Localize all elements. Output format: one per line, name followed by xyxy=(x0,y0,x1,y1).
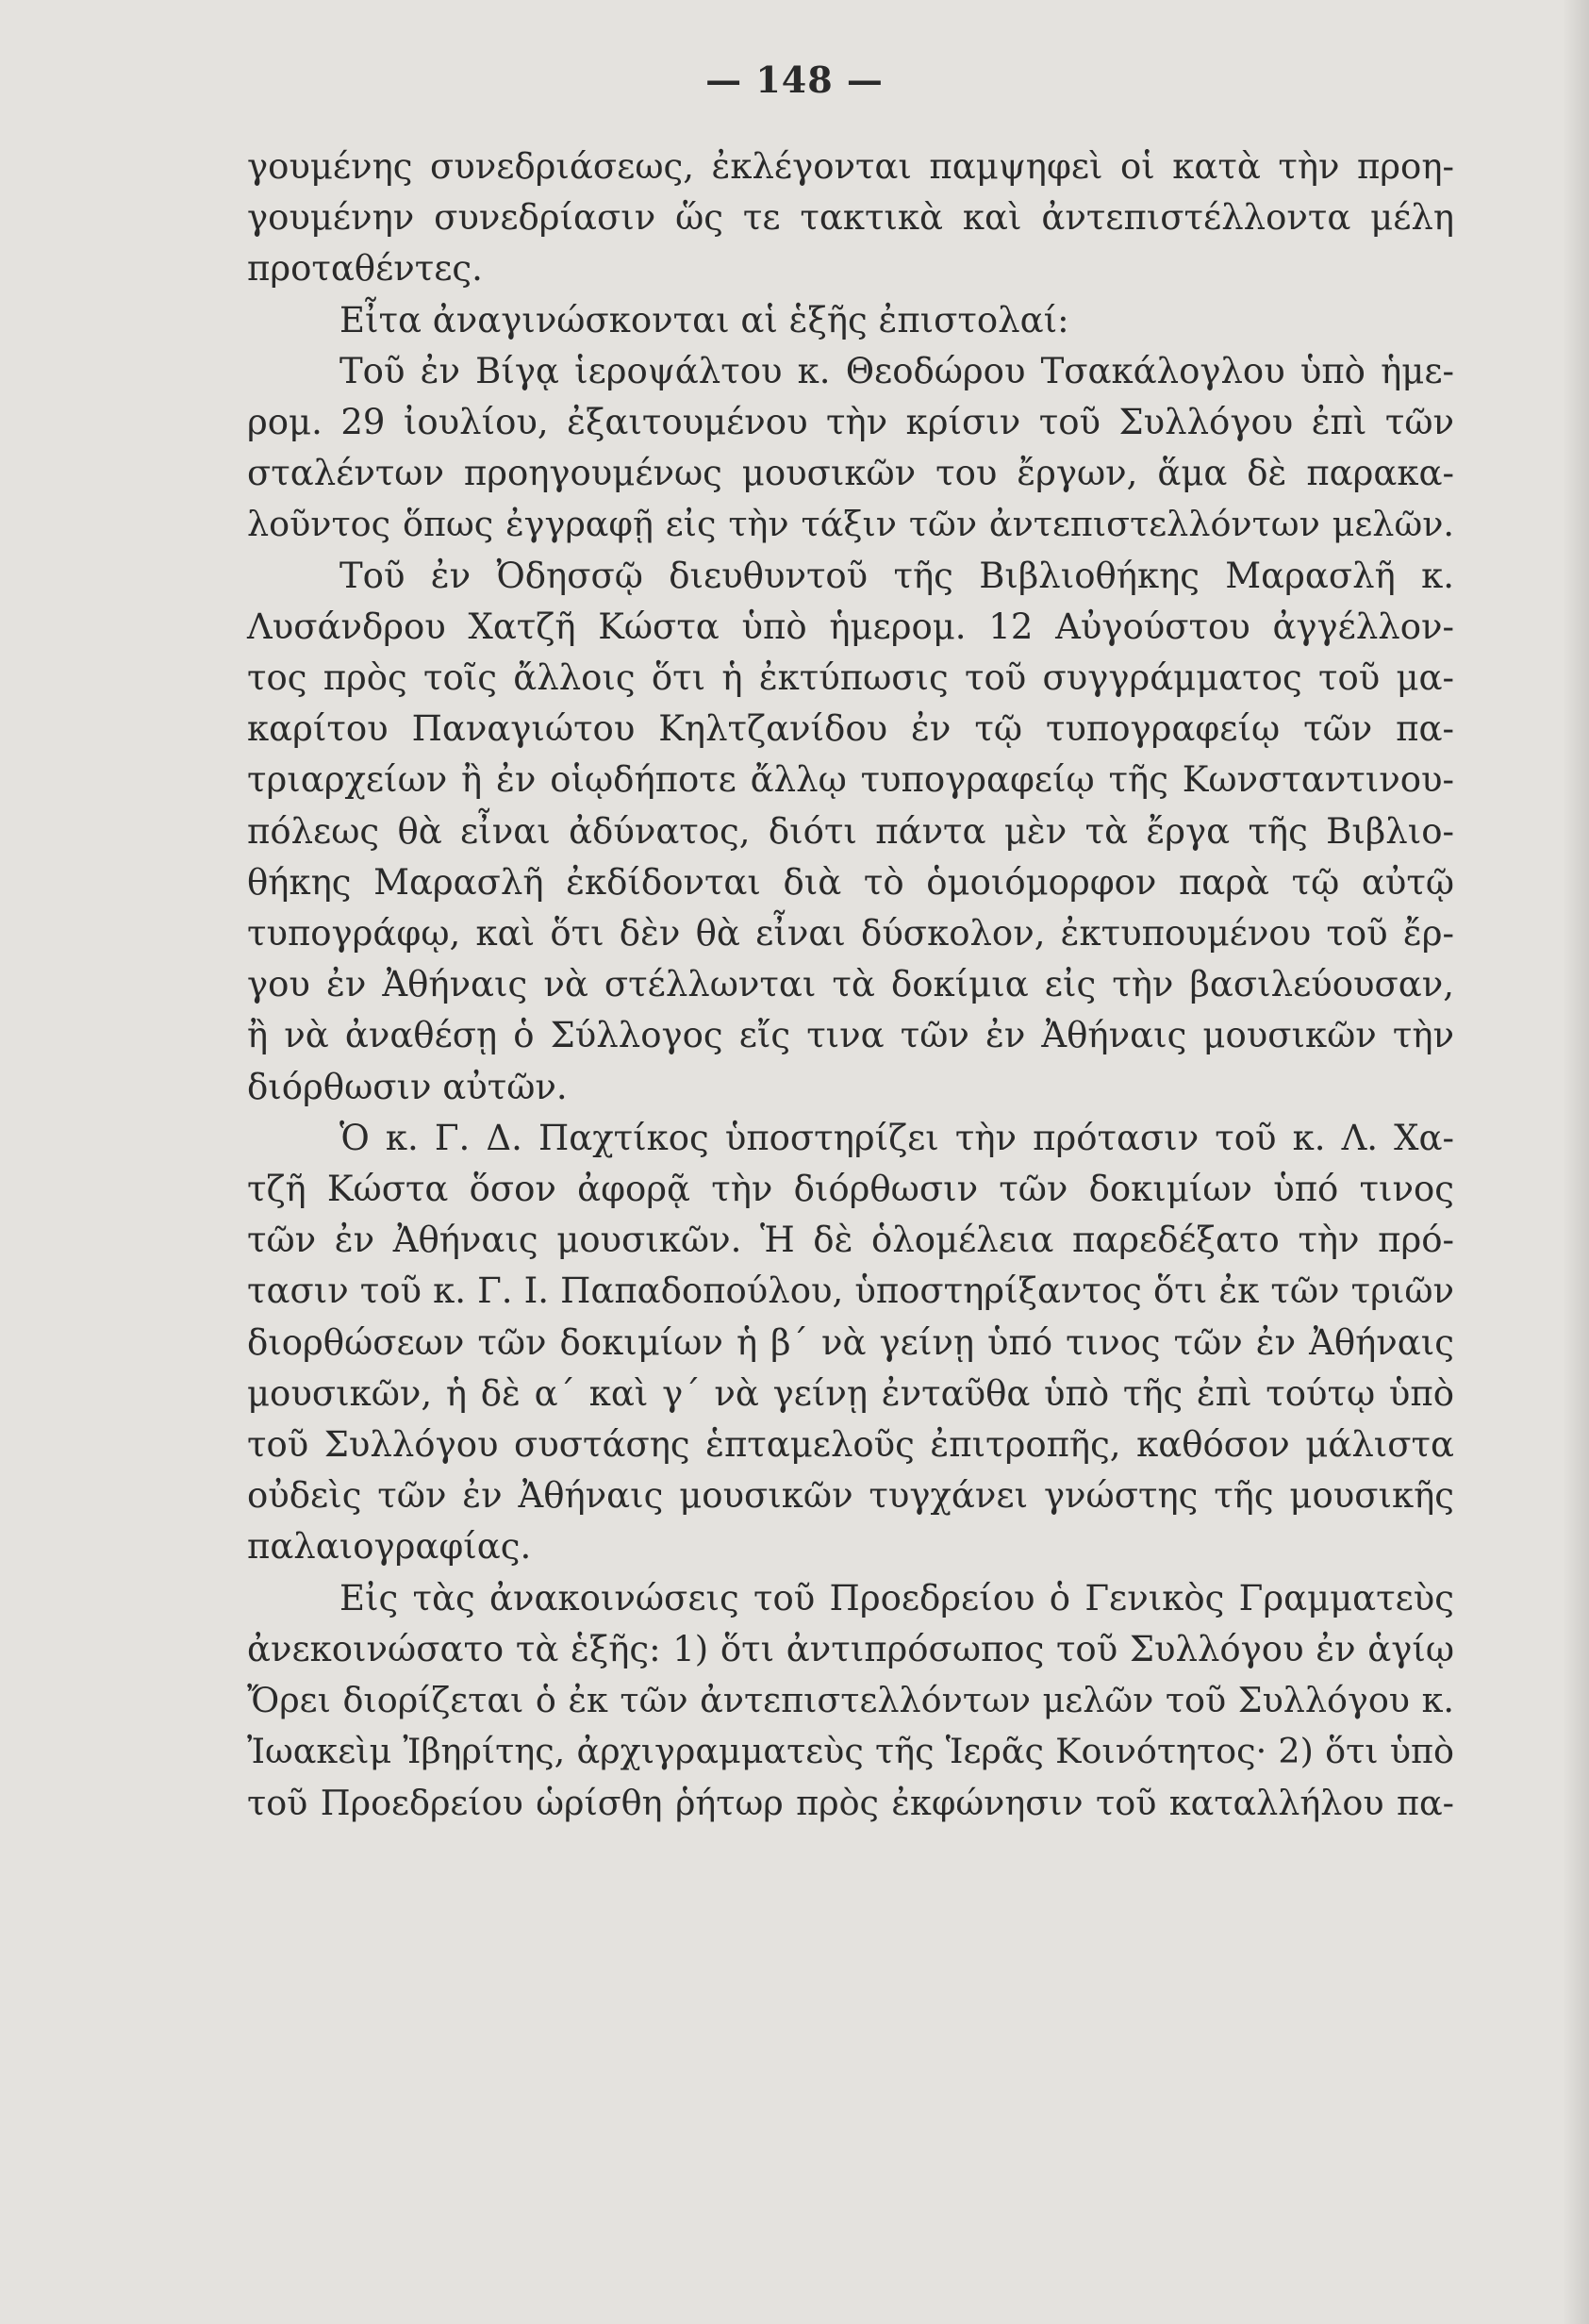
text-line: τοῦ Προεδρείου ὡρίσθη ῥήτωρ πρὸς ἐκφώνησιν τοῦ καταλλήλου πα- xyxy=(247,1782,1454,1823)
text-line: πόλεως θὰ εἶναι ἀδύνατος, διότι πάντα μὲν τὰ ἔργα τῆς Βιβλιο- xyxy=(247,810,1454,852)
text-line: ἢ νὰ ἀναθέσῃ ὁ Σύλλογος εἴς τινα τῶν ἐν Ἀθήναις μουσικῶν τὴν xyxy=(247,1015,1454,1056)
text-line: Τοῦ ἐν Βίγᾳ ἱεροψάλτου κ. Θεοδώρου Τσακάλογλου ὑπὸ ἡμε- xyxy=(339,350,1454,391)
text-line: Ἰωακεὶμ Ἰβηρίτης, ἀρχιγραμματεὺς τῆς Ἱερᾶς Κοινότητος· 2) ὅτι ὑπὸ xyxy=(247,1731,1454,1772)
text-line: ρομ. 29 ἰουλίου, ἐξαιτουμένου τὴν κρίσιν τοῦ Συλλόγου ἐπὶ τῶν xyxy=(247,402,1454,443)
text-line: Τοῦ ἐν Ὀδησσῷ διευθυντοῦ τῆς Βιβλιοθήκης Μαρασλῆ κ. xyxy=(339,555,1454,596)
text-line: καρίτου Παναγιώτου Κηλτζανίδου ἐν τῷ τυπογραφείῳ τῶν πα- xyxy=(247,708,1454,750)
text-line: προταθέντες. xyxy=(247,248,483,290)
text-line: λοῦντος ὅπως ἐγγραφῇ εἰς τὴν τάξιν τῶν ἀντεπιστελλόντων μελῶν. xyxy=(247,504,1454,545)
page-number: — 148 — xyxy=(705,58,884,101)
text-line: Εἶτα ἀναγινώσκονται αἱ ἑξῆς ἐπιστολαί: xyxy=(339,299,1069,340)
text-line: Ὁ κ. Γ. Δ. Παχτίκος ὑποστηρίζει τὴν πρότασιν τοῦ κ. Λ. Χα- xyxy=(339,1117,1454,1158)
text-line: τυπογράφῳ, καὶ ὅτι δὲν θὰ εἶναι δύσκολον, ἐκτυπουμένου τοῦ ἔρ- xyxy=(247,913,1454,954)
text-line: παλαιογραφίας. xyxy=(247,1526,532,1568)
text-line: μουσικῶν, ἡ δὲ α΄ καὶ γ΄ νὰ γείνῃ ἐνταῦθα ὑπὸ τῆς ἐπὶ τούτῳ ὑπὸ xyxy=(247,1372,1454,1414)
text-line: Ὄρει διορίζεται ὁ ἐκ τῶν ἀντεπιστελλόντων μελῶν τοῦ Συλλόγου κ. xyxy=(247,1680,1454,1721)
text-line: γουμένην συνεδρίασιν ὥς τε τακτικὰ καὶ ἀντεπιστέλλοντα μέλη xyxy=(247,197,1454,239)
text-line: τασιν τοῦ κ. Γ. Ι. Παπαδοπούλου, ὑποστηρίξαντος ὅτι ἐκ τῶν τριῶν xyxy=(247,1270,1454,1312)
text-line: γουμένης συνεδριάσεως, ἐκλέγονται παμψηφεὶ οἱ κατὰ τὴν προη- xyxy=(247,146,1454,187)
text-line: τζῆ Κώστα ὅσον ἀφορᾷ τὴν διόρθωσιν τῶν δοκιμίων ὑπό τινος xyxy=(247,1169,1454,1210)
text-line: τριαρχείων ἢ ἐν οἱῳδήποτε ἄλλῳ τυπογραφείῳ τῆς Κωνσταντινου- xyxy=(247,759,1454,801)
text-line: τοῦ Συλλόγου συστάσης ἑπταμελοῦς ἐπιτροπῆς, καθόσον μάλιστα xyxy=(247,1424,1454,1466)
text-line: θήκης Μαρασλῆ ἐκδίδονται διὰ τὸ ὁμοιόμορφον παρὰ τῷ αὐτῷ xyxy=(247,861,1454,903)
text-line: τῶν ἐν Ἀθήναις μουσικῶν. Ἡ δὲ ὁλομέλεια παρεδέξατο τὴν πρό- xyxy=(247,1220,1454,1261)
text-line: διόρθωσιν αὐτῶν. xyxy=(247,1066,568,1107)
text-line: τος πρὸς τοῖς ἄλλοις ὅτι ἡ ἐκτύπωσις τοῦ συγγράμματος τοῦ μα- xyxy=(247,657,1454,699)
text-line: ἀνεκοινώσατο τὰ ἑξῆς: 1) ὅτι ἀντιπρόσωπος τοῦ Συλλόγου ἐν ἁγίῳ xyxy=(247,1628,1454,1669)
text-line: διορθώσεων τῶν δοκιμίων ἡ β΄ νὰ γείνῃ ὑπό τινος τῶν ἐν Ἀθήναις xyxy=(247,1321,1454,1363)
text-line: σταλέντων προηγουμένως μουσικῶν του ἔργων, ἅμα δὲ παρακα- xyxy=(247,453,1454,494)
text-line: οὐδεὶς τῶν ἐν Ἀθήναις μουσικῶν τυγχάνει γνώστης τῆς μουσικῆς xyxy=(247,1475,1454,1517)
body-text xyxy=(247,141,1454,1829)
text-line: γου ἐν Ἀθήναις νὰ στέλλωνται τὰ δοκίμια εἰς τὴν βασιλεύουσαν, xyxy=(247,964,1454,1005)
text-line: Λυσάνδρου Χατζῆ Κώστα ὑπὸ ἡμερομ. 12 Αὐγούστου ἀγγέλλον- xyxy=(247,606,1454,647)
text-line: Εἰς τὰς ἀνακοινώσεις τοῦ Προεδρείου ὁ Γενικὸς Γραμματεὺς xyxy=(339,1577,1454,1618)
